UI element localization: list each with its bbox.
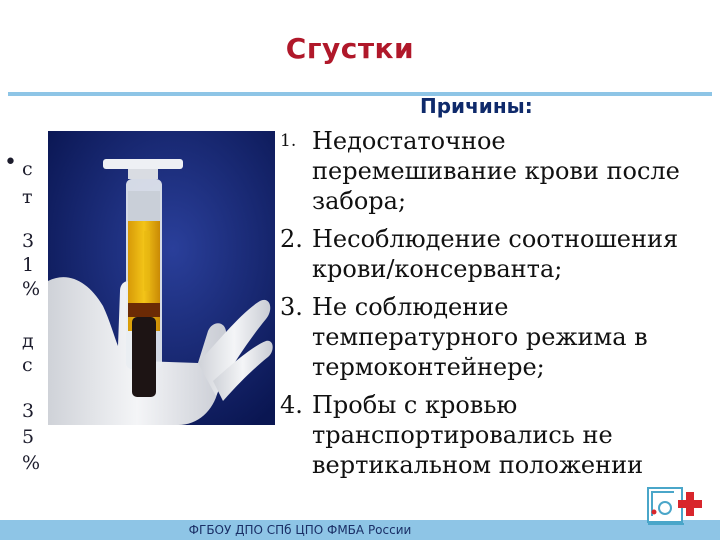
reason-item xyxy=(280,224,716,284)
text-fragment: с xyxy=(22,354,33,376)
reason-number: 3. xyxy=(280,293,303,321)
blood-tube-in-gloved-hand-icon xyxy=(48,131,275,425)
blood-tube-photo xyxy=(48,131,275,425)
reason-number: 4. xyxy=(280,391,303,419)
text-fragment: 1 xyxy=(22,254,35,276)
reason-number: 2. xyxy=(280,225,303,253)
bullet-icon: • xyxy=(4,150,17,175)
reason-text: Недостаточное перемешивание крови после забора; xyxy=(312,127,680,215)
medical-logo-graphic xyxy=(644,478,712,528)
title-divider xyxy=(8,92,712,96)
reason-item xyxy=(280,390,716,480)
slide-title: Сгустки xyxy=(285,32,415,65)
text-fragment: 3 xyxy=(22,400,35,422)
reasons-list xyxy=(280,126,716,488)
reason-number: 1. xyxy=(280,131,297,151)
text-fragment: 5 xyxy=(22,426,35,448)
reason-item xyxy=(280,126,716,216)
text-fragment: т xyxy=(22,186,33,208)
text-fragment: % xyxy=(22,452,41,474)
reasons-heading: Причины: xyxy=(420,94,533,118)
reason-text: Пробы с кровью транспортировались не вертикальном положении xyxy=(312,391,644,479)
reason-text: Не соблюдение температурного режима в термоконтейнере; xyxy=(312,293,648,381)
text-fragment: д xyxy=(22,330,34,352)
medical-logo-icon xyxy=(644,478,712,528)
text-fragment: % xyxy=(22,278,41,300)
text-fragment: 3 xyxy=(22,230,35,252)
footer-organization: ФГБОУ ДПО СПб ЦПО ФМБА России xyxy=(188,523,412,537)
reason-item xyxy=(280,292,716,382)
text-fragment: с xyxy=(22,158,33,180)
reason-text: Несоблюдение соотношения крови/консерванта; xyxy=(312,225,679,283)
